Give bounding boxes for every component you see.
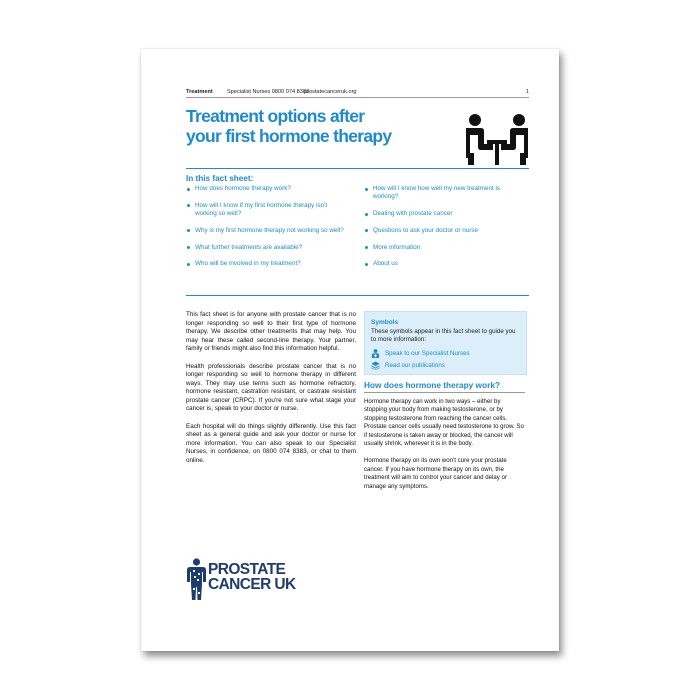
page-header	[186, 87, 529, 98]
symbols-title: Symbols	[371, 319, 399, 326]
intro-paragraph: Health professionals describe prostate cancer that is no longer responding so well to hormone therapy in different ways. They may use terms such as hormone refractory, hormone resistant, castration resistant, or castrate resistant prostate cancer (CRPC). If you're not sure what stage your cancer is, speak to your doctor or nurse.	[186, 362, 356, 412]
toc-item[interactable]: Dealing with prostate cancer	[364, 210, 524, 218]
symbol-publications-label: Read our publications	[385, 362, 445, 369]
symbol-nurses-label: Speak to our Specialist Nurses	[385, 350, 470, 357]
intro-paragraph: This fact sheet is for anyone with prostate cancer that is no longer responding so well to their first type of hormone therapy. We describe other treatments that may help. You may hear these called second-line therapy. Your partner, family or friends might also find this information helpful.	[186, 311, 356, 352]
logo-line-2: CANCER UK	[208, 576, 296, 593]
toc-item[interactable]: How will I know how well my new treatment is working?	[364, 185, 524, 202]
toc-heading: In this fact sheet:	[186, 174, 254, 183]
header-section: Treatment	[186, 89, 213, 95]
toc-item[interactable]: Questions to ask your doctor or nurse	[364, 227, 524, 235]
page-title-line-2: your first hormone therapy	[186, 126, 392, 146]
prostate-cancer-uk-man-logo	[186, 558, 207, 602]
logo-wordmark	[208, 562, 296, 592]
nurse-icon	[371, 349, 380, 358]
intro-paragraph: Each hospital will do things slightly differently. Use this fact sheet as a general guide and ask your doctor or nurse for more information. You can also speak to our Specialist Nurses, in confidence, on 0800 074 8383, or chat to them online.	[186, 422, 356, 464]
intro-text	[186, 311, 356, 474]
two-people-consultation-icon	[465, 113, 530, 169]
header-page-number: 1	[525, 89, 529, 95]
divider-middle	[186, 295, 529, 296]
publications-icon	[371, 361, 380, 370]
logo-line-1: PROSTATE	[208, 561, 286, 578]
symbols-box	[364, 311, 527, 375]
symbols-intro: These symbols appear in this fact sheet to guide you to more information:	[371, 328, 516, 343]
hormone-paragraph: Hormone therapy can work in two ways – either by stopping your body from making testosterone, or by stopping testosterone from reaching the cancer cells. Prostate cancer cells usually need testosterone to grow. So if testosterone is taken away or blocked, the cancer will usually shrink, wherever it is in the body.	[364, 398, 524, 448]
toc-item[interactable]: How does hormone therapy work?	[186, 185, 346, 193]
toc-item[interactable]: Why is my first hormone therapy not working so well?	[186, 227, 346, 235]
toc-item[interactable]: What further treatments are available?	[186, 244, 346, 252]
toc-right-column	[364, 185, 524, 277]
prostate-cancer-uk-logo	[186, 558, 306, 602]
header-nurses-phone: Specialist Nurses 0800 074 8383	[227, 89, 310, 95]
hormone-paragraph: Hormone therapy on its own won't cure your prostate cancer. If you have hormone therapy on its own, the treatment will aim to control your cancer and delay or manage any symptoms.	[364, 457, 507, 490]
hormone-section-heading: How does hormone therapy work?	[364, 380, 525, 393]
toc-item[interactable]: About us	[364, 260, 524, 268]
fact-sheet-page	[141, 49, 559, 651]
toc-item[interactable]: How will I know if my first hormone therapy isn't working so well?	[186, 202, 346, 219]
header-website: prostatecanceruk.org	[304, 89, 357, 95]
hormone-section-text	[364, 398, 525, 500]
page-title	[186, 106, 446, 146]
toc-item[interactable]: Who will be involved in my treatment?	[186, 260, 346, 268]
toc-left-column	[186, 185, 346, 277]
page-title-line-1: Treatment options after	[186, 106, 365, 126]
toc-item[interactable]: More information	[364, 244, 524, 252]
divider-top	[186, 168, 529, 169]
